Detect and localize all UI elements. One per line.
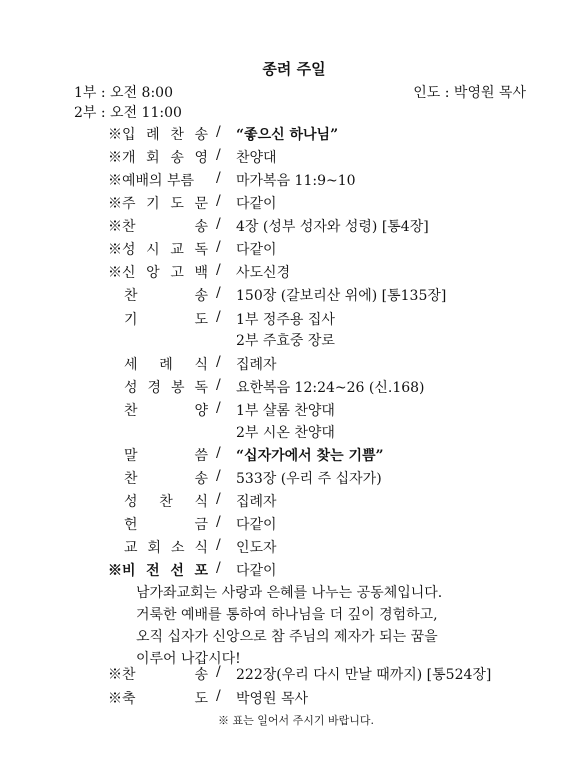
order-label-char: 고 bbox=[170, 265, 184, 281]
order-label-char: 세 bbox=[124, 357, 138, 373]
order-label-char: 경 bbox=[147, 380, 162, 396]
order-label-char: ※축 bbox=[108, 691, 136, 707]
order-value: 1부 정주용 집사 bbox=[236, 312, 335, 328]
order-label-char: 교 bbox=[124, 540, 138, 556]
order-value: 다같이 bbox=[236, 563, 277, 579]
order-row bbox=[0, 239, 588, 261]
order-value: 533장 (우리 주 십자가) bbox=[236, 471, 382, 487]
order-value: 다같이 bbox=[236, 517, 277, 533]
order-label-char: 앙 bbox=[146, 265, 160, 281]
order-row bbox=[0, 147, 588, 169]
order-label-char: 례 bbox=[146, 127, 160, 143]
order-label-char: 헌 bbox=[124, 517, 138, 533]
order-row bbox=[0, 216, 588, 238]
order-label bbox=[124, 537, 208, 557]
order-label-char: ※찬 bbox=[108, 667, 136, 683]
order-value: 인도자 bbox=[236, 540, 277, 556]
order-label-char: 양 bbox=[194, 403, 208, 419]
order-label-char: 송 bbox=[194, 219, 208, 235]
order-label-char: 성 bbox=[124, 494, 138, 510]
order-row bbox=[0, 309, 588, 331]
order-value: 사도신경 bbox=[236, 265, 291, 281]
order-label-char: 송 bbox=[194, 127, 208, 143]
order-row bbox=[0, 170, 588, 192]
order-row bbox=[0, 514, 588, 536]
order-value: 마가복음 11:9~10 bbox=[236, 173, 356, 189]
separator-slash: / bbox=[216, 216, 221, 232]
order-label-char: 식 bbox=[194, 540, 208, 556]
order-label-char: 성 bbox=[124, 380, 138, 396]
order-label-char: 기 bbox=[146, 196, 160, 212]
order-value: 1부 샬롬 찬양대 bbox=[236, 403, 335, 419]
order-label-char: ※비 bbox=[108, 563, 136, 579]
order-value: 다같이 bbox=[236, 196, 277, 212]
order-row bbox=[0, 537, 588, 559]
order-label-char: 전 bbox=[146, 563, 160, 579]
order-label bbox=[108, 170, 208, 190]
order-label bbox=[124, 514, 208, 534]
order-label bbox=[108, 216, 208, 236]
order-label bbox=[108, 688, 208, 708]
vision-line: 오직 십자가 신앙으로 참 주님의 제자가 되는 꿈을 bbox=[136, 629, 438, 645]
order-label-char: 씀 bbox=[194, 448, 208, 464]
order-row bbox=[0, 560, 588, 582]
order-label-char: 시 bbox=[146, 242, 160, 258]
separator-slash: / bbox=[216, 124, 221, 140]
order-value: 다같이 bbox=[236, 242, 277, 258]
separator-slash: / bbox=[216, 170, 221, 186]
vision-line: 거룩한 예배를 통하여 하나님을 더 깊이 경험하고, bbox=[136, 607, 438, 623]
order-label-char: 금 bbox=[194, 517, 208, 533]
order-value: “십자가에서 찾는 기쁨” bbox=[236, 448, 384, 464]
order-label bbox=[108, 262, 208, 282]
order-label-char: 찬 bbox=[124, 471, 138, 487]
order-label-char: 송 bbox=[194, 667, 208, 683]
separator-slash: / bbox=[216, 537, 221, 553]
order-value: 222장(우리 다시 만날 때까지) [통524장] bbox=[236, 667, 492, 683]
order-label-char: 송 bbox=[194, 288, 208, 304]
order-row bbox=[0, 468, 588, 490]
vision-line: 이루어 나갑시다! bbox=[136, 651, 241, 667]
order-label-char: 송 bbox=[194, 471, 208, 487]
order-label-char: 찬 bbox=[124, 288, 138, 304]
order-label bbox=[108, 124, 208, 144]
order-value: 찬양대 bbox=[236, 150, 277, 166]
order-label-char: 기 bbox=[124, 312, 138, 328]
service-leader: 인도 : 박영원 목사 bbox=[413, 85, 526, 101]
order-label bbox=[124, 377, 208, 397]
order-label-char: 식 bbox=[194, 494, 208, 510]
order-label-char: 찬 bbox=[159, 494, 173, 510]
order-row bbox=[0, 193, 588, 215]
order-label-char: 례 bbox=[159, 357, 173, 373]
order-label-char: 찬 bbox=[124, 403, 138, 419]
separator-slash: / bbox=[216, 262, 221, 278]
order-label-char: 식 bbox=[194, 357, 208, 373]
order-label bbox=[108, 147, 208, 167]
order-label-char: 찬 bbox=[170, 127, 184, 143]
order-label bbox=[124, 354, 208, 374]
order-label-char: 송 bbox=[170, 150, 184, 166]
order-label-char: 문 bbox=[194, 196, 208, 212]
separator-slash: / bbox=[216, 147, 221, 163]
separator-slash: / bbox=[216, 354, 221, 370]
order-label-char: 포 bbox=[194, 563, 208, 579]
order-label-char: 백 bbox=[194, 265, 208, 281]
order-label bbox=[124, 468, 208, 488]
order-label-char: 회 bbox=[146, 150, 160, 166]
separator-slash: / bbox=[216, 468, 221, 484]
standing-footnote: ※ 표는 일어서 주시기 바랍니다. bbox=[218, 714, 374, 727]
order-label bbox=[124, 491, 208, 511]
order-label bbox=[124, 309, 208, 329]
page-title: 종려 주일 bbox=[262, 60, 326, 78]
service-time-first: 1부 : 오전 8:00 bbox=[74, 85, 173, 101]
order-label-char: 독 bbox=[194, 242, 208, 258]
vision-statement bbox=[136, 582, 442, 670]
order-row bbox=[0, 285, 588, 307]
separator-slash: / bbox=[216, 377, 221, 393]
separator-slash: / bbox=[216, 445, 221, 461]
order-label-char: ※성 bbox=[108, 242, 136, 258]
order-row bbox=[0, 491, 588, 513]
order-label-char: ※신 bbox=[108, 265, 136, 281]
order-value: 박영원 목사 bbox=[236, 691, 309, 707]
order-row bbox=[0, 400, 588, 422]
separator-slash: / bbox=[216, 400, 221, 416]
order-label-char: 영 bbox=[194, 150, 208, 166]
order-label-char: 교 bbox=[170, 242, 184, 258]
separator-slash: / bbox=[216, 309, 221, 325]
order-label bbox=[108, 560, 208, 580]
order-row bbox=[0, 377, 588, 399]
separator-slash: / bbox=[216, 560, 221, 576]
order-row bbox=[0, 354, 588, 376]
order-label-char: 봉 bbox=[170, 380, 185, 396]
order-label bbox=[108, 193, 208, 213]
separator-slash: / bbox=[216, 193, 221, 209]
order-row bbox=[0, 124, 588, 146]
order-value: 집례자 bbox=[236, 357, 277, 373]
order-label bbox=[124, 400, 208, 420]
separator-slash: / bbox=[216, 285, 221, 301]
order-label-char: 독 bbox=[194, 380, 208, 396]
order-label-char: ※주 bbox=[108, 196, 136, 212]
order-label-char: 소 bbox=[170, 540, 185, 556]
separator-slash: / bbox=[216, 514, 221, 530]
order-label-char: ※개 bbox=[108, 150, 136, 166]
order-value-continued: 2부 주효중 장로 bbox=[236, 333, 335, 349]
separator-slash: / bbox=[216, 239, 221, 255]
vision-line: 남가좌교회는 사랑과 은혜를 나누는 공동체입니다. bbox=[136, 585, 443, 601]
order-label bbox=[124, 445, 208, 465]
order-label-char: ※입 bbox=[108, 127, 136, 143]
separator-slash: / bbox=[216, 664, 221, 680]
separator-slash: / bbox=[216, 688, 221, 704]
order-row bbox=[0, 262, 588, 284]
order-value: 150장 (갈보리산 위에) [통135장] bbox=[236, 288, 447, 304]
order-row bbox=[0, 445, 588, 467]
order-value-continued: 2부 시온 찬양대 bbox=[236, 425, 335, 441]
order-label-char: 도 bbox=[170, 196, 184, 212]
order-value: 요한복음 12:24~26 (신.168) bbox=[236, 380, 425, 396]
order-label-char: 회 bbox=[147, 540, 162, 556]
order-value: 4장 (성부 성자와 성령) [통4장] bbox=[236, 219, 429, 235]
order-label bbox=[108, 239, 208, 259]
order-label bbox=[124, 285, 208, 305]
order-row bbox=[0, 688, 588, 710]
order-label-char: ※찬 bbox=[108, 219, 136, 235]
order-label-text: ※예배의 부름 bbox=[108, 173, 195, 189]
order-label-char: 말 bbox=[124, 448, 138, 464]
order-label-char: 도 bbox=[194, 312, 208, 328]
separator-slash: / bbox=[216, 491, 221, 507]
order-value: “좋으신 하나님” bbox=[236, 127, 339, 143]
service-time-second: 2부 : 오전 11:00 bbox=[74, 105, 182, 121]
order-label-char: 선 bbox=[170, 563, 184, 579]
order-label-char: 도 bbox=[194, 691, 208, 707]
order-value: 집례자 bbox=[236, 494, 277, 510]
